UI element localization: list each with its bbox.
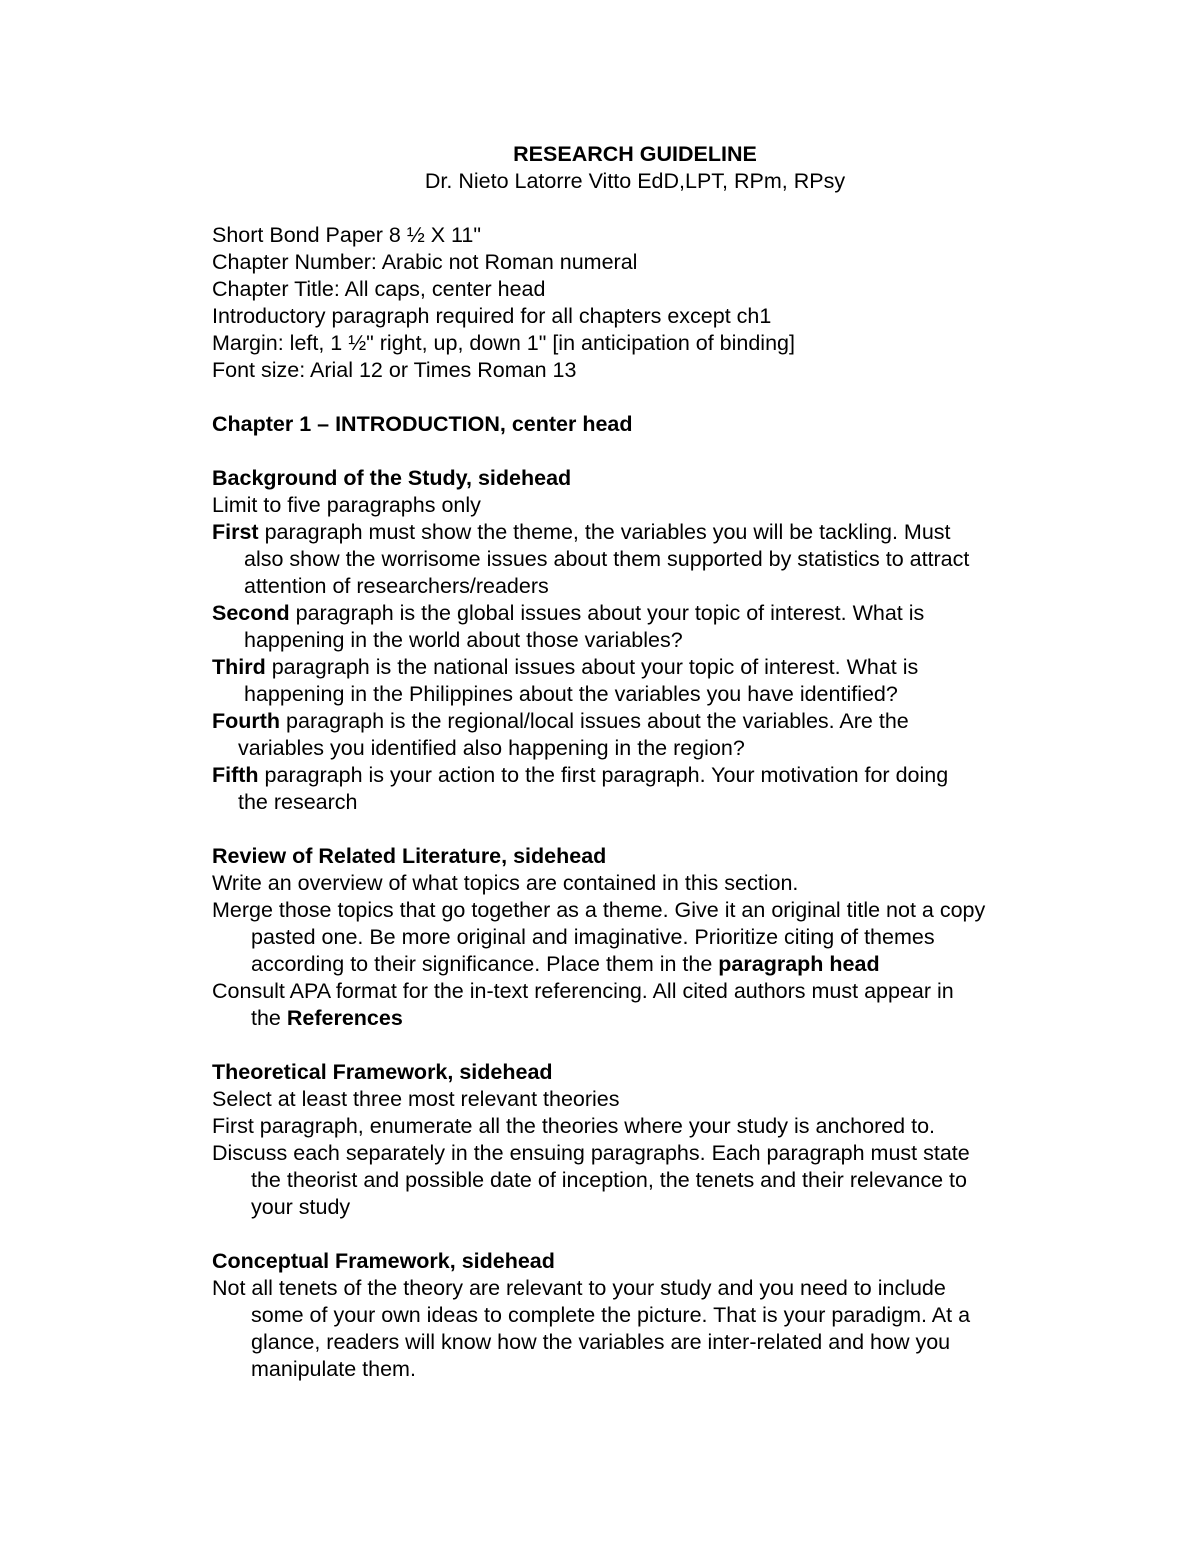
- item-text: paragraph is the regional/local issues about the variables. Are the: [280, 709, 909, 733]
- theoretical-section: [212, 1059, 1092, 1221]
- chapter-1-heading: Chapter 1 – INTRODUCTION, center head: [212, 412, 633, 436]
- spacer: [212, 816, 1092, 843]
- background-section: [212, 465, 1092, 816]
- review-apa-continuation: [212, 1005, 1092, 1032]
- background-intro: Limit to five paragraphs only: [212, 493, 481, 517]
- item-lead: First: [212, 520, 259, 544]
- item-continuation: also show the worrisome issues about them supported by statistics to attract: [244, 547, 970, 571]
- spacer: [212, 1032, 1092, 1059]
- review-apa-line: Consult APA format for the in-text referencing. All cited authors must appear in: [212, 979, 954, 1003]
- theoretical-continuation: the theorist and possible date of inception, the tenets and their relevance to: [251, 1168, 967, 1192]
- background-item-second: [212, 600, 1092, 654]
- spec-margin: Margin: left, 1 ½" right, up, down 1" [in anticipation of binding]: [212, 331, 795, 355]
- conceptual-continuation: glance, readers will know how the variables are inter-related and how you: [251, 1330, 951, 1354]
- review-merge-line: Merge those topics that go together as a theme. Give it an original title not a copy: [212, 898, 986, 922]
- conceptual-heading: Conceptual Framework, sidehead: [212, 1249, 555, 1273]
- item-continuation: variables you identified also happening in the region?: [238, 736, 745, 760]
- format-specs: [212, 222, 1092, 384]
- conceptual-continuation: manipulate them.: [251, 1357, 416, 1381]
- item-continuation: happening in the Philippines about the variables you have identified?: [244, 682, 898, 706]
- item-text: paragraph must show the theme, the variables you will be tackling. Must: [258, 520, 951, 544]
- item-continuation: happening in the world about those variables?: [244, 628, 683, 652]
- spec-chapter-title: Chapter Title: All caps, center head: [212, 277, 546, 301]
- conceptual-continuation: some of your own ideas to complete the picture. That is your paradigm. At a: [251, 1303, 971, 1327]
- spacer: [212, 384, 1092, 411]
- document-title: RESEARCH GUIDELINE: [513, 142, 757, 166]
- spacer: [212, 438, 1092, 465]
- spec-font-size: Font size: Arial 12 or Times Roman 13: [212, 358, 577, 382]
- item-text: paragraph is the national issues about your topic of interest. What is: [265, 655, 919, 679]
- background-item-fourth: [212, 708, 1092, 762]
- review-heading: Review of Related Literature, sidehead: [212, 844, 607, 868]
- item-continuation: attention of researchers/readers: [244, 574, 549, 598]
- review-overview: Write an overview of what topics are contained in this section.: [212, 871, 799, 895]
- document-author: Dr. Nieto Latorre Vitto EdD,LPT, RPm, RPsy: [424, 169, 846, 193]
- review-merge-continuation: [212, 951, 1092, 978]
- item-text: paragraph is the global issues about your topic of interest. What is: [289, 601, 925, 625]
- document-page: [212, 141, 1092, 1383]
- spacer: [212, 1221, 1092, 1248]
- review-bold-term: References: [286, 1006, 403, 1030]
- review-section: [212, 843, 1092, 1032]
- theoretical-line: Select at least three most relevant theories: [212, 1087, 620, 1111]
- review-bold-term: paragraph head: [718, 952, 880, 976]
- item-lead: Fourth: [212, 709, 281, 733]
- review-merge-continuation: pasted one. Be more original and imaginative. Prioritize citing of themes: [251, 925, 935, 949]
- background-item-fifth: [212, 762, 1092, 816]
- theoretical-heading: Theoretical Framework, sidehead: [212, 1060, 553, 1084]
- review-text: according to their significance. Place them in the: [251, 952, 719, 976]
- theoretical-line: Discuss each separately in the ensuing paragraphs. Each paragraph must state: [212, 1141, 970, 1165]
- spec-paper: Short Bond Paper 8 ½ X 11": [212, 223, 481, 247]
- spec-chapter-number: Chapter Number: Arabic not Roman numeral: [212, 250, 638, 274]
- item-text: paragraph is your action to the first paragraph. Your motivation for doing: [258, 763, 949, 787]
- spec-intro-paragraph: Introductory paragraph required for all chapters except ch1: [212, 304, 772, 328]
- conceptual-line: Not all tenets of the theory are relevant to your study and you need to include: [212, 1276, 946, 1300]
- background-heading: Background of the Study, sidehead: [212, 466, 572, 490]
- conceptual-section: [212, 1248, 1092, 1383]
- item-continuation: the research: [238, 790, 358, 814]
- theoretical-line: First paragraph, enumerate all the theories where your study is anchored to.: [212, 1114, 936, 1138]
- review-text: the: [251, 1006, 287, 1030]
- item-lead: Third: [212, 655, 266, 679]
- background-item-third: [212, 654, 1092, 708]
- spacer: [212, 195, 1092, 222]
- item-lead: Second: [212, 601, 290, 625]
- background-item-first: [212, 519, 1092, 600]
- item-lead: Fifth: [212, 763, 259, 787]
- theoretical-continuation: your study: [251, 1195, 351, 1219]
